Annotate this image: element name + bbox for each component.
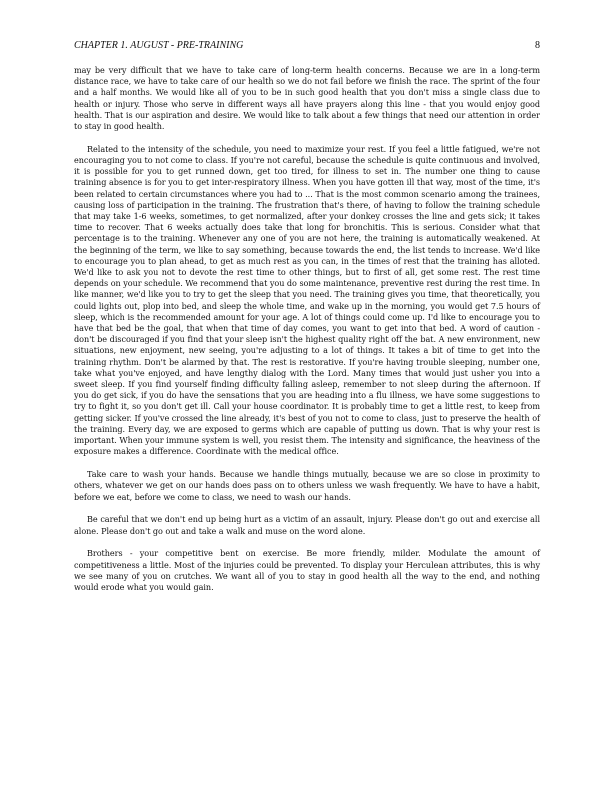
paragraph-avoid-injury: Be careful that we don't end up being hurt as a victim of an assault, injury. Please don't go out and exercise all alone. Please don't go out and take a walk and muse on the word alone. [74, 514, 540, 536]
running-header [74, 40, 540, 54]
paragraph-maximize-rest: Related to the intensity of the schedule, you need to maximize your rest. If you feel a little fatigued, we're not encouraging you to not come to class. If you're not careful, because the schedule is quite continuous and involved, it is possible for you to get runned down, get too tired, for illness to set in. The number one thing to cause training absence is for you to get inter-respiratory illness. When you have gotten ill that way, most of the time, it's been related to certain circumstances where you had to ... That is the most common scenario among the trainees, causing loss of participation in the training. The frustration that's there, of having to follow the training schedule that may take 1-6 weeks, sometimes, to get normalized, after your donkey crosses the line and gets sick; it takes time to recover. That 6 weeks actually does take that long for bronchitis. This is serious. Consider what that percentage is to the training. Whenever any one of you are not here, the training is automatically weakened. At the beginning of the term, we like to say something, because towards the end, the list tends to increase. We'd like to encourage you to plan ahead, to get as much rest as you can, in the times of rest that the training has alloted. We'd like to ask you not to devote the rest time to other things, but to first of all, get some rest. The rest time depends on your schedule. We recommend that you do some maintenance, preventive rest during the rest time. In like manner, we'd like you to try to get the sleep that you need. The training gives you time, that theoretically, you could lights out, plop into bed, and sleep the whole time, and wake up in the morning, you would get 7.5 hours of sleep, which is the recommended amount for your age. A lot of things could come up. I'd like to encourage you to have that bed be the goal, that when that time of day comes, you want to get into that bed. A word of caution - don't be discouraged if you find that your sleep isn't the highest quality right off the bat. A new environment, new situations, new enjoyment, new seeing, you're adjusting to a lot of things. It takes a bit of time to get into the training rhythm. Don't be alarmed by that. The rest is restorative. If you're having trouble sleeping, number one, take what you've enjoyed, and have lengthy dialog with the Lord. Many times that would just usher you into a sweet sleep. If you find yourself finding difficulty falling asleep, remember to not sleep during the afternoon. If you do get sick, if you do have the sensations that you are heading into a flu illness, we have some suggestions to try to fight it, so you don't get ill. Call your house coordinator. It is probably time to get a little rest, to keep from getting sicker. If you've crossed the line already, it's best of you not to come to class, just to preserve the health of the training. Every day, we are exposed to germs which are capable of putting us down. That is why your rest is important. When your immune system is well, you resist them. The intensity and significance, the heaviness of the exposure makes a difference. Coordinate with the medical office. [74, 143, 540, 457]
body-text [74, 65, 540, 605]
chapter-title: CHAPTER 1. AUGUST - PRE-TRAINING [74, 40, 244, 51]
paragraph-wash-hands: Take care to wash your hands. Because we handle things mutually, because we are so close in proximity to others, whatever we get on our hands does pass on to others unless we wash frequently. We have to have a habit, before we eat, before we come to class, we need to wash our hands. [74, 469, 540, 502]
paragraph-competitive-exercise: Brothers - your competitive bent on exercise. Be more friendly, milder. Modulate the amount of competitiveness a little. Most of the injuries could be prevented. To display your Herculean attributes, this is why we see many of you on crutches. We want all of you to stay in good health all the way to the end, and nothing would erode what you would gain. [74, 548, 540, 592]
paragraph-health-concerns: may be very difficult that we have to take care of long-term health concerns. Because we are in a long-term distance race, we have to take care of our health so we do not fail before we finish the race. The sprint of the four and a half months. We would like all of you to be in such good health that you don't miss a single class due to health or injury. Those who serve in different ways all have prayers along this line - that you would enjoy good health. That is our aspiration and desire. We would like to talk about a few things that need our attention in order to stay in good health. [74, 65, 540, 132]
page-number: 8 [535, 40, 540, 51]
